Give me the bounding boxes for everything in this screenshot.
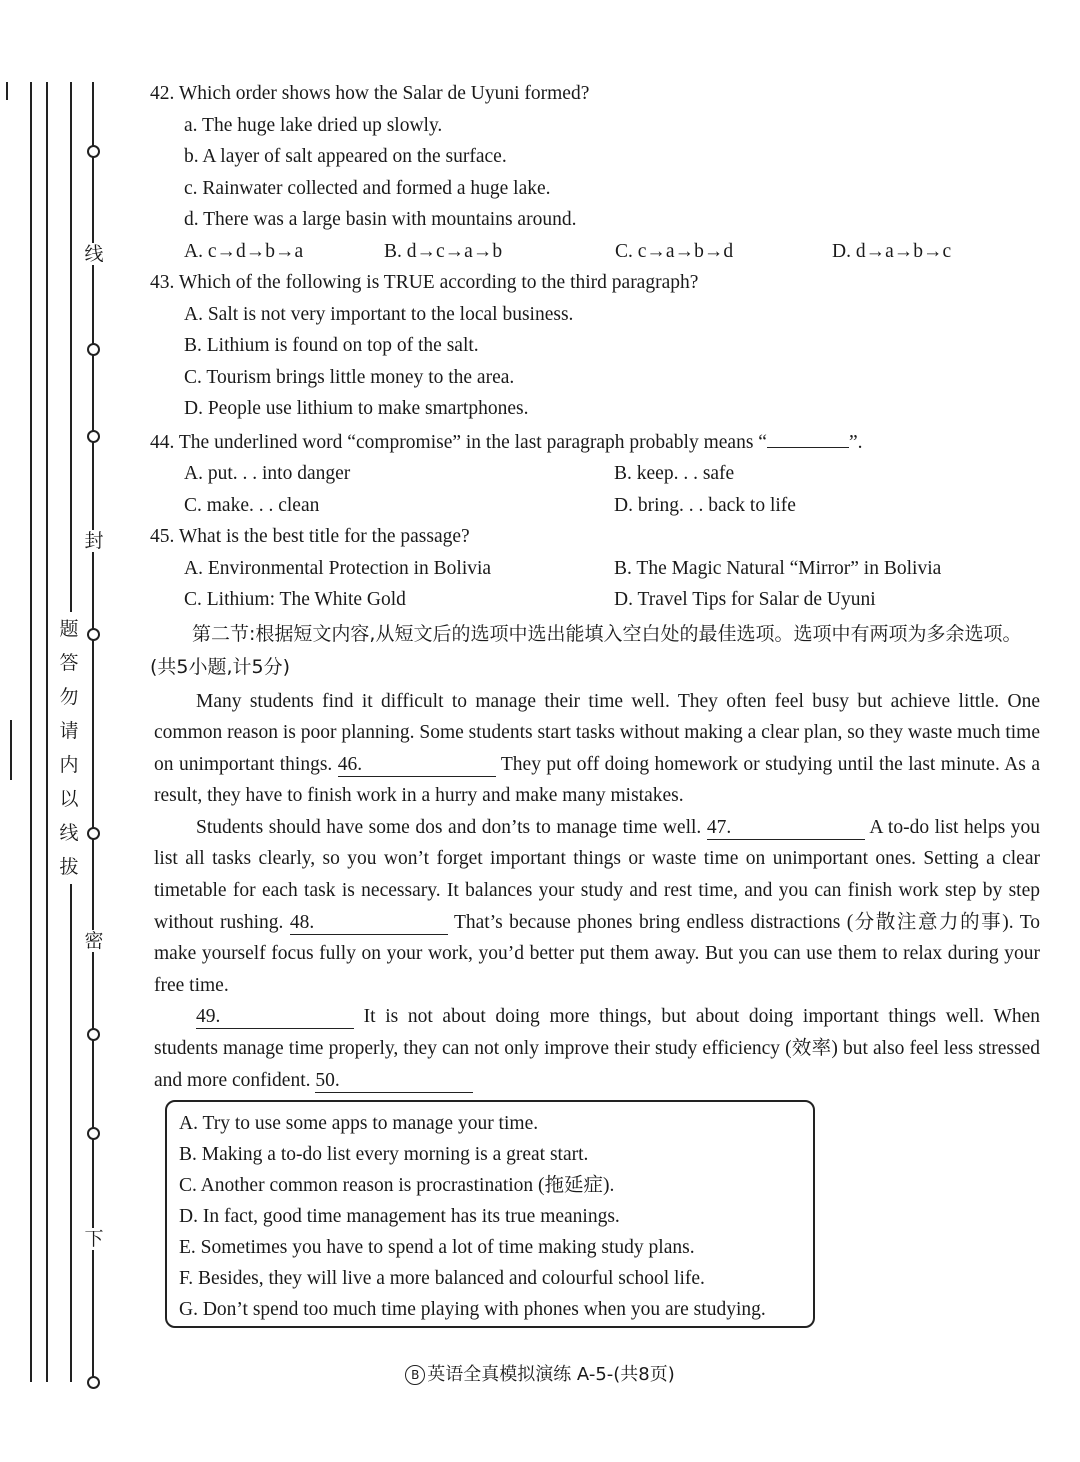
passage-text: They put off doing homework or studying until the last minute. As a result, they have to finish work in a hurry and make many mistakes. (154, 753, 1040, 807)
option-b: B. keep. . . safe (614, 463, 735, 484)
margin-circle (87, 827, 100, 840)
passage-text: A to-do list helps you list all tasks clearly, so you won’t forget important things or waste time on unimportant ones. Setting a clear timetable for each task is necessary. It balances your study and rest time, and you can finish work step by step without rushing. (154, 816, 1040, 933)
choice-c: C. Another common reason is procrastination (拖延症). (179, 1175, 615, 1196)
option-a: A. Environmental Protection in Bolivia (184, 557, 492, 579)
blank-46 (338, 754, 496, 777)
answer-blank (767, 425, 849, 448)
notice-char: 内 (59, 754, 79, 776)
notice-char: 答 (59, 652, 79, 674)
options-row (150, 553, 1040, 585)
question-stem: 45. What is the best title for the passage? (150, 526, 470, 547)
option-b: B. d→c→a→b (384, 240, 503, 262)
option-d: D. People use lithium to make smartphones. (184, 398, 529, 419)
sequence-item: b. A layer of salt appeared on the surface. (184, 146, 507, 167)
section-heading: 第二节:根据短文内容,从短文后的选项中选出能填入空白处的最佳选项。选项中有两项为多余选项。(共5小题,计5分) (150, 622, 1022, 678)
binding-margin (0, 0, 140, 1462)
passage-text: It is not about doing more things, but about doing important things well. When students manage time properly, they can not only improve their study efficiency (效率) but also feel less stressed and more confident. (154, 1006, 1041, 1091)
choice-d: D. In fact, good time management has its true meanings. (179, 1206, 620, 1227)
footer-text: 英语全真模拟演练 A-5-(共8页) (427, 1364, 675, 1385)
margin-circle (87, 145, 100, 158)
options-row (150, 490, 1040, 522)
sequence-item: a. The huge lake dried up slowly. (184, 114, 443, 136)
option-a: A. c→d→b→a (184, 240, 304, 262)
margin-circle (87, 628, 100, 641)
passage-paragraph-3 (150, 1001, 1040, 1096)
option-d: D. d→a→b→c (832, 240, 952, 262)
stem-text-end: ”. (848, 431, 863, 453)
notice-char: 以 (59, 788, 79, 810)
option-b: B. Lithium is found on top of the salt. (184, 335, 479, 356)
margin-line-outer (30, 82, 32, 1382)
notice-char: 题 (59, 618, 79, 640)
option-d: D. bring. . . back to life (614, 494, 796, 516)
option-b: B. The Magic Natural “Mirror” in Bolivia (614, 557, 942, 579)
question-43 (150, 267, 1040, 425)
notice-char: 勿 (59, 686, 79, 708)
option-c: C. c→a→b→d (615, 240, 734, 262)
notice-char: 拔 (59, 856, 79, 878)
margin-circle (87, 430, 100, 443)
page-footer (0, 1360, 1080, 1386)
margin-tick-2 (10, 720, 12, 780)
blank-number: 48. (289, 911, 315, 933)
choices-box (165, 1100, 815, 1328)
margin-circle (87, 1028, 100, 1041)
options-row (150, 236, 1040, 268)
option-a: A. put. . . into danger (184, 463, 351, 484)
option-c: C. make. . . clean (184, 494, 320, 516)
margin-notice (56, 612, 82, 884)
margin-char-xia: 下 (82, 1228, 106, 1250)
passage-paragraph-2 (150, 812, 1040, 1002)
choice-a: A. Try to use some apps to manage your time. (179, 1113, 539, 1134)
passage-text: Many students find it difficult to manage their time well. They often feel busy but achieve little. One common reason is poor planning. Some students start tasks without making a clear plan, so they waste much time on unimportant things. (154, 690, 1041, 775)
blank-49 (196, 1006, 354, 1029)
blank-47 (707, 817, 865, 840)
question-stem: 43. Which of the following is TRUE according to the third paragraph? (150, 272, 699, 293)
options-row (150, 584, 1040, 616)
notice-char: 线 (59, 822, 79, 844)
margin-circle (87, 1127, 100, 1140)
choice-f: F. Besides, they will live a more balanced and colourful school life. (179, 1268, 705, 1289)
blank-48 (290, 912, 448, 935)
blank-number: 47. (706, 816, 732, 838)
margin-char-feng: 封 (82, 530, 106, 552)
notice-char: 请 (59, 720, 79, 742)
option-d: D. Travel Tips for Salar de Uyuni (614, 589, 876, 610)
margin-circle (87, 343, 100, 356)
question-stem (150, 425, 1040, 459)
question-stem: 42. Which order shows how the Salar de Uyuni formed? (150, 83, 590, 104)
blank-50 (315, 1070, 473, 1093)
choice-g: G. Don’t spend too much time playing with phones when you are studying. (179, 1299, 766, 1320)
blank-number: 50. (315, 1069, 340, 1091)
margin-char-xian: 线 (82, 243, 106, 265)
margin-line-cut (92, 82, 94, 1382)
sequence-item: c. Rainwater collected and formed a huge lake. (184, 177, 551, 199)
passage-text: That’s because phones bring endless distractions (分散注意力的事). To make yourself focus fully on your work, you’d better put them away. But you can use them to relax during your free time. (154, 911, 1040, 996)
margin-char-mi: 密 (82, 930, 106, 952)
choice-e: E. Sometimes you have to spend a lot of time making study plans. (179, 1237, 695, 1258)
choice-b: B. Making a to-do list every morning is a great start. (179, 1144, 589, 1165)
option-a: A. Salt is not very important to the local business. (184, 303, 574, 325)
passage-text: Students should have some dos and don’ts to manage time well. (196, 816, 702, 838)
question-44 (150, 425, 1040, 522)
margin-tick (6, 82, 8, 100)
blank-number: 49. (196, 1006, 221, 1028)
page-content (150, 78, 1040, 1096)
sequence-item: d. There was a large basin with mountains around. (184, 209, 577, 230)
passage-paragraph-1 (150, 686, 1040, 812)
margin-line-outer-2 (46, 82, 48, 1382)
question-42 (150, 78, 1040, 267)
stem-text: 44. The underlined word “compromise” in the last paragraph probably means “ (150, 431, 767, 453)
question-45 (150, 521, 1040, 616)
publisher-logo-icon: B (405, 1365, 425, 1385)
blank-number: 46. (337, 753, 363, 775)
option-c: C. Lithium: The White Gold (184, 589, 406, 610)
option-c: C. Tourism brings little money to the area. (184, 366, 515, 388)
options-row (150, 458, 1040, 490)
